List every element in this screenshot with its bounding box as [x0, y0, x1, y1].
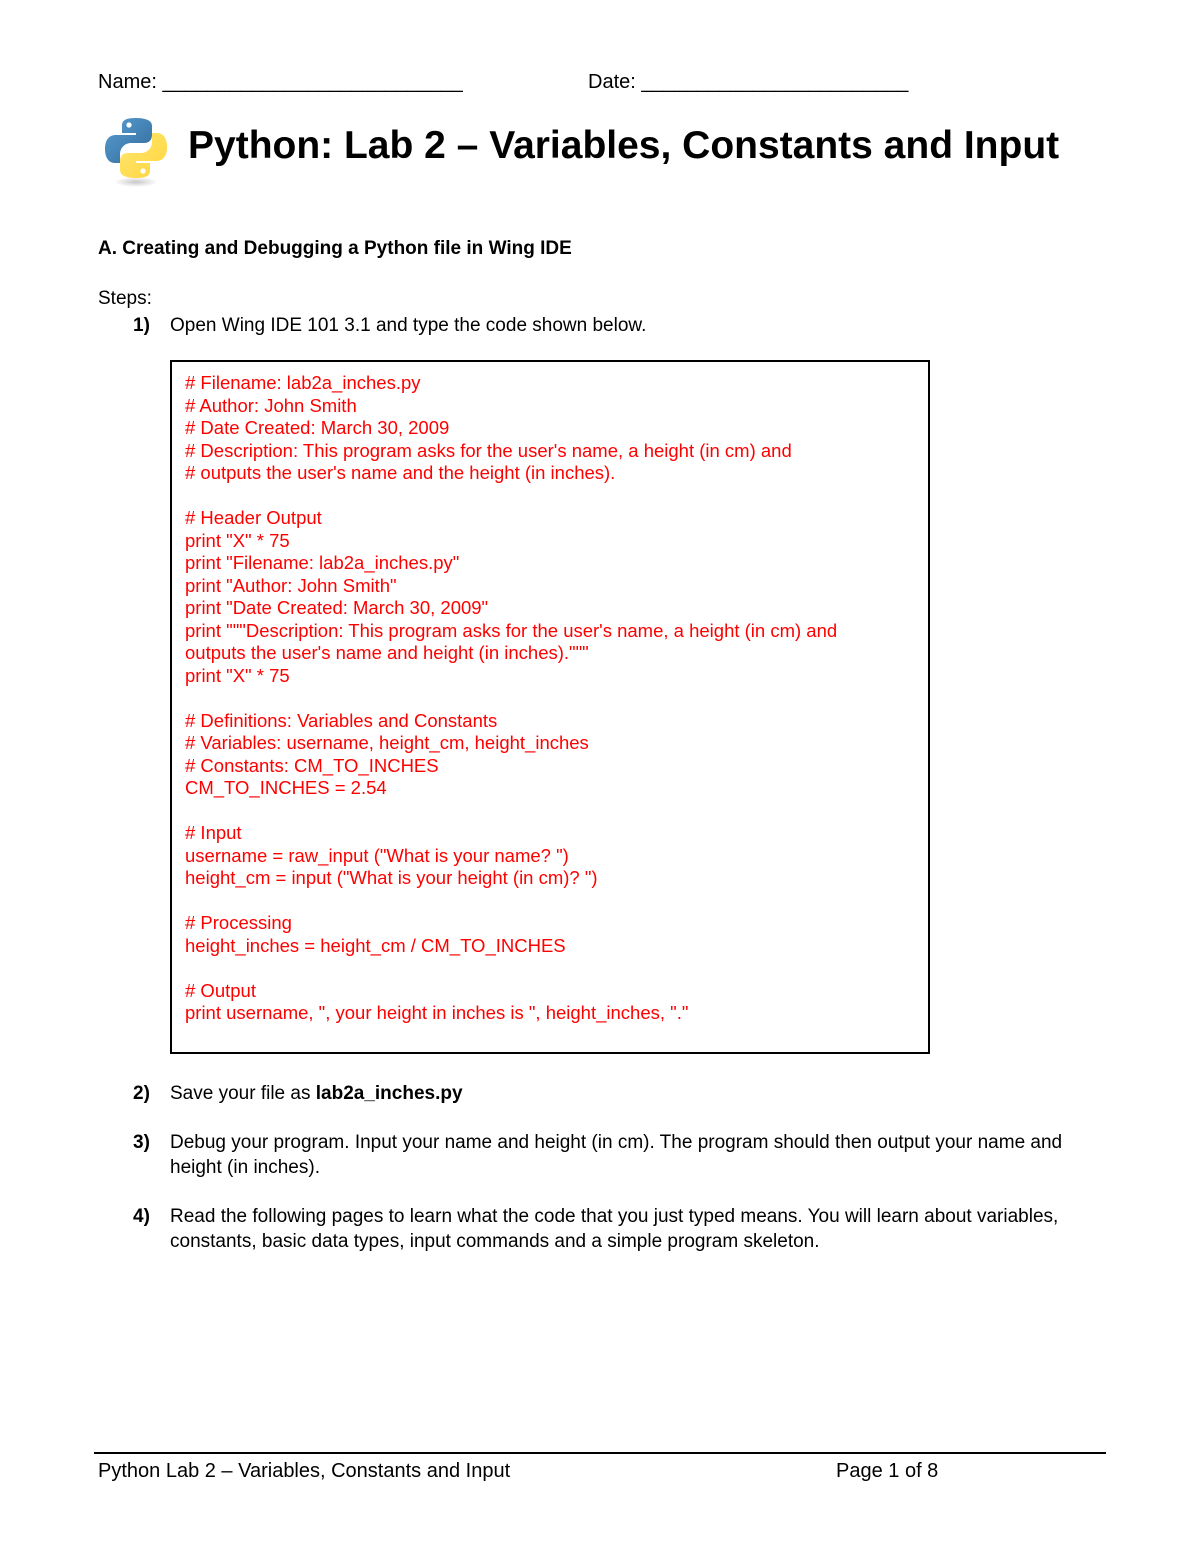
code-line: # Filename: lab2a_inches.py [185, 372, 421, 393]
python-logo-icon [100, 112, 172, 190]
code-line [185, 687, 837, 710]
code-line: # Input [185, 822, 242, 843]
step-text: Debug your program. Input your name and height (in cm). The program should then output your name and height (in inches). [170, 1132, 1063, 1178]
footer-title: Python Lab 2 – Variables, Constants and Input [98, 1460, 511, 1482]
name-field-line: Name: ___________________________ [98, 71, 463, 93]
step-text-lead: Save your file as [170, 1083, 316, 1104]
step-number: 4) [133, 1206, 150, 1227]
code-line: print username, ", your height in inches is ", height_inches, "." [185, 1002, 689, 1023]
code-line: # Date Created: March 30, 2009 [185, 417, 450, 438]
code-line: print "Date Created: March 30, 2009" [185, 597, 489, 618]
code-line: # Definitions: Variables and Constants [185, 709, 498, 731]
steps-label: Steps: [98, 288, 152, 309]
footer-divider [94, 1452, 1106, 1454]
code-line: CM_TO_INCHES = 2.54 [185, 777, 387, 798]
filename-emphasis: lab2a_inches.py [315, 1083, 463, 1104]
code-line: # Constants: CM_TO_INCHES [185, 754, 439, 776]
step-text [170, 1081, 1090, 1106]
code-line: print "Filename: lab2a_inches.py" [185, 552, 460, 573]
code-line: outputs the user's name and height (in inches).""" [185, 642, 589, 663]
code-line [185, 890, 837, 913]
code-line [185, 485, 837, 508]
code-line: # Description: This program asks for the user's name, a height (in cm) and [185, 439, 792, 461]
code-line: print "X" * 75 [185, 529, 290, 551]
code-line [185, 957, 837, 980]
step-number: 2) [133, 1083, 150, 1104]
code-listing [185, 372, 837, 1025]
section-heading: A. Creating and Debugging a Python file in Wing IDE [98, 238, 572, 259]
code-line: # Variables: username, height_cm, height_inches [185, 732, 589, 753]
page-number: Page 1 of 8 [836, 1460, 939, 1482]
code-line: height_cm = input ("What is your height (in cm)? ") [185, 867, 598, 888]
code-line: print """Description: This program asks for the user's name, a height (in cm) and [185, 619, 838, 641]
date-field-line: Date: ________________________ [588, 71, 909, 93]
code-line: # Output [185, 979, 256, 1001]
code-line: print "X" * 75 [185, 664, 290, 686]
step-number: 3) [133, 1132, 150, 1153]
code-line: height_inches = height_cm / CM_TO_INCHES [185, 934, 566, 956]
code-line: # Author: John Smith [185, 394, 357, 416]
step-number: 1) [133, 315, 150, 336]
step-text: Read the following pages to learn what the code that you just typed means. You will learn about variables, constants, basic data types, input commands and a simple program skeleton. [170, 1206, 1059, 1252]
code-line: # Header Output [185, 507, 322, 528]
code-listing-box [170, 360, 930, 1054]
document-title: Python: Lab 2 – Variables, Constants and Input [188, 124, 1060, 167]
code-line: print "Author: John Smith" [185, 574, 397, 596]
code-line: username = raw_input ("What is your name? ") [185, 844, 569, 866]
code-line: # outputs the user's name and the height (in inches). [185, 462, 616, 483]
code-line [185, 800, 837, 823]
step-text: Open Wing IDE 101 3.1 and type the code shown below. [170, 315, 647, 336]
code-line: # Processing [185, 912, 292, 933]
